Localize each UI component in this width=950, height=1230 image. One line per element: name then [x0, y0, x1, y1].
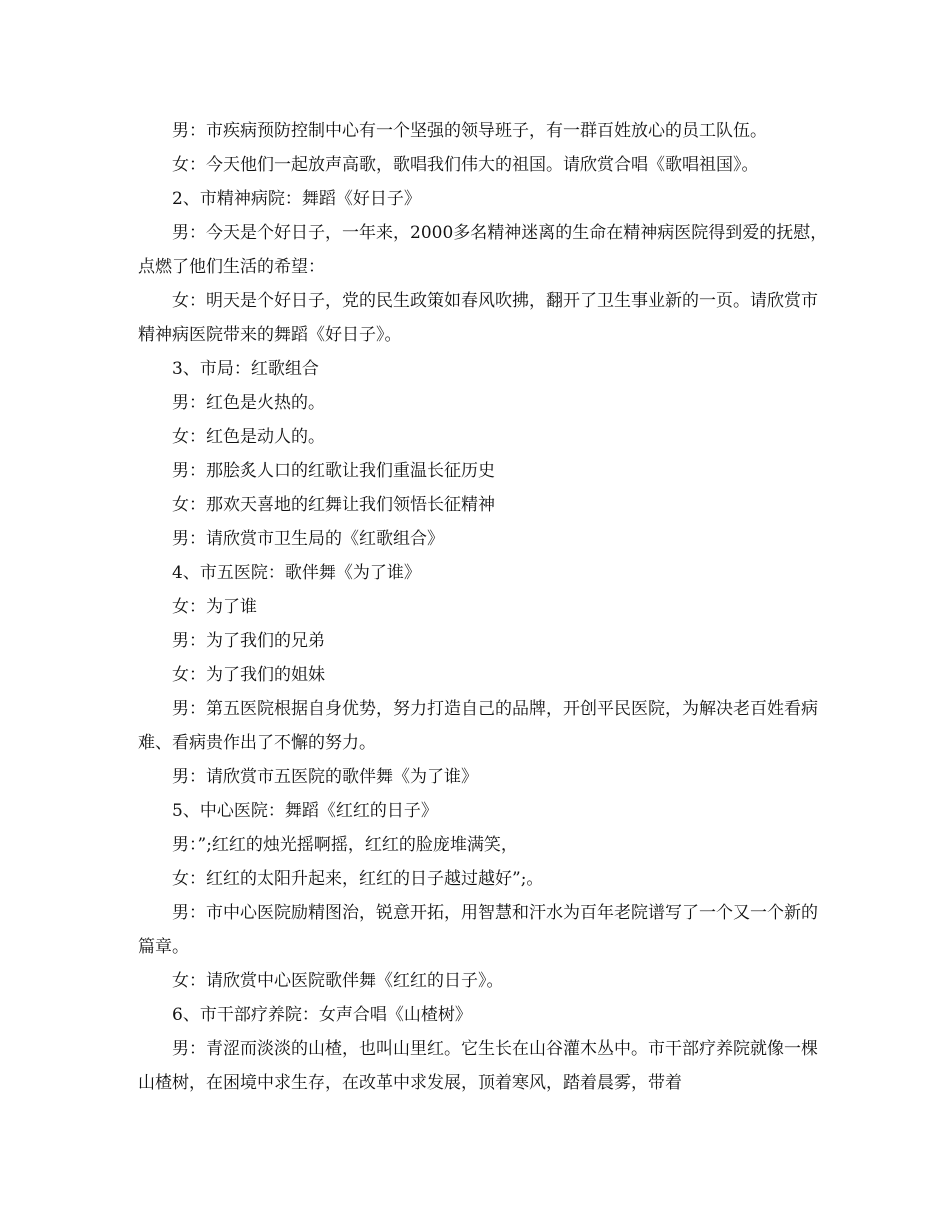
- paragraph-6: 女：红色是动人的。: [172, 427, 325, 447]
- paragraph-4: 女：明天是个好日子，党的民生政策如春风吹拂，翻开了卫生事业新的一页。请欣赏市精神病医院带来的舞蹈《好日子》。: [138, 291, 818, 345]
- paragraph-16: 女：红红的太阳升起来，红红的日子越过越好”;。: [172, 869, 544, 889]
- paragraph-19: 男：青涩而淡淡的山楂，也叫山里红。它生长在山谷灌木丛中。市干部疗养院就像一棵山楂树，在困境中求生存，在改革中求发展，顶着寒风，踏着晨雾，带着: [138, 1039, 818, 1093]
- paragraph-11: 男：为了我们的兄弟: [172, 631, 325, 651]
- paragraph-10: 女：为了谁: [172, 597, 257, 617]
- paragraph-13: 男：第五医院根据自身优势，努力打造自己的品牌，开创平民医院，为解决老百姓看病难、看病贵作出了不懈的努力。: [138, 699, 818, 753]
- paragraph-18: 女：请欣赏中心医院歌伴舞《红红的日子》。: [172, 971, 504, 991]
- section-heading-3: 3、市局：红歌组合: [172, 359, 319, 379]
- paragraph-8: 女：那欢天喜地的红舞让我们领悟长征精神: [172, 495, 495, 515]
- section-heading-4: 4、市五医院：歌伴舞《为了谁》: [172, 563, 421, 583]
- paragraph-9: 男：请欣赏市卫生局的《红歌组合》: [172, 529, 444, 549]
- paragraph-15: 男：”;红红的烛光摇啊摇，红红的脸庞堆满笑，: [172, 835, 518, 855]
- paragraph-2: 女：今天他们一起放声高歌，歌唱我们伟大的祖国。请欣赏合唱《歌唱祖国》。: [172, 155, 759, 175]
- section-heading-2: 2、市精神病院：舞蹈《好日子》: [172, 189, 421, 209]
- paragraph-12: 女：为了我们的姐妹: [172, 665, 325, 685]
- paragraph-1: 男：市疾病预防控制中心有一个坚强的领导班子，有一群百姓放心的员工队伍。: [172, 121, 767, 141]
- paragraph-14: 男：请欣赏市五医院的歌伴舞《为了谁》: [172, 767, 478, 787]
- paragraph-3: 男：今天是个好日子，一年来，2000多名精神迷离的生命在精神病医院得到爱的抚慰，点燃了他们生活的希望：: [138, 223, 828, 277]
- section-heading-5: 5、中心医院：舞蹈《红红的日子》: [172, 801, 438, 821]
- paragraph-5: 男：红色是火热的。: [172, 393, 325, 413]
- paragraph-7: 男：那脍炙人口的红歌让我们重温长征历史: [172, 461, 495, 481]
- paragraph-17: 男：市中心医院励精图治，锐意开拓，用智慧和汗水为百年老院谱写了一个又一个新的篇章。: [138, 903, 818, 957]
- section-heading-6: 6、市干部疗养院：女声合唱《山楂树》: [172, 1005, 472, 1025]
- document-body: [138, 114, 828, 1100]
